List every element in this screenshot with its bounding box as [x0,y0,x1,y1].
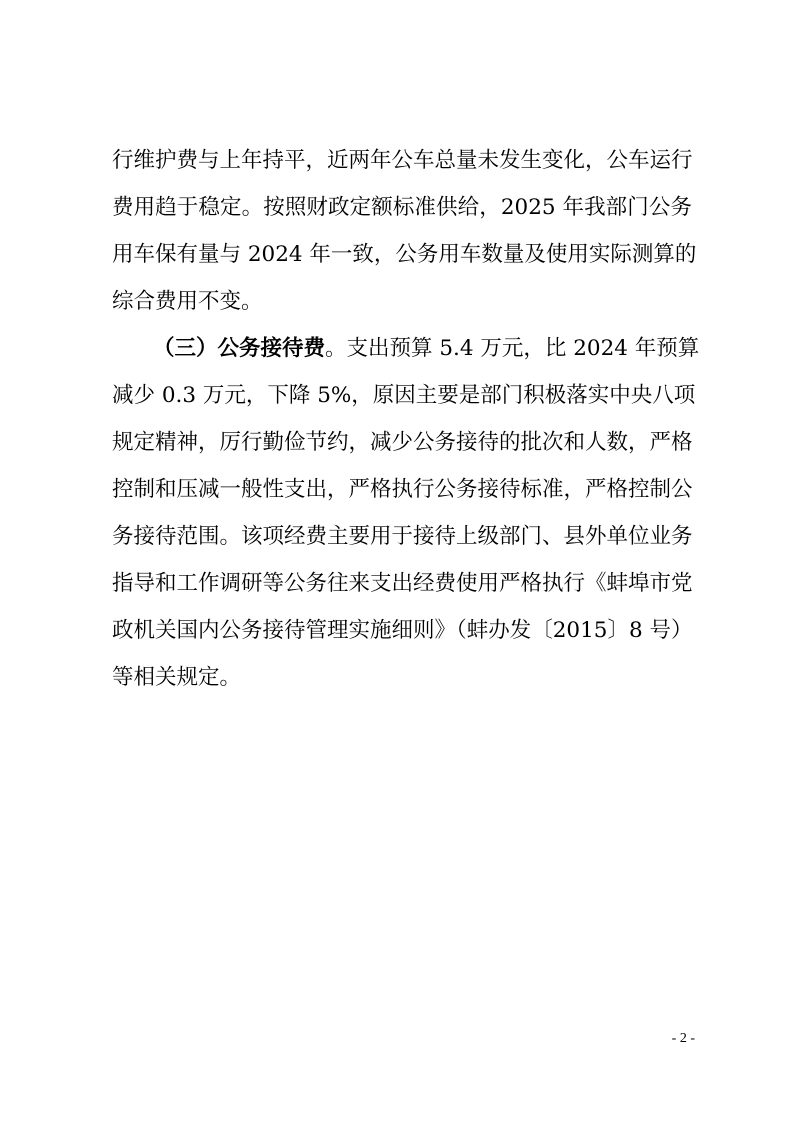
paragraph-2-line-5: 务接待范围。该项经费主要用于接待上级部门、县外单位业务 [112,524,693,549]
paragraph-1-line-4: 综合费用不变。 [112,289,263,314]
page-number: - 2 - [671,1031,695,1046]
paragraph-1-line-3: 用车保有量与 2024 年一致，公务用车数量及使用实际测算的 [112,242,697,267]
paragraph-2-line-7: 政机关国内公务接待管理实施细则》（蚌办发〔2015〕8 号） [112,618,693,643]
section-heading-reception-fee: （三）公务接待费 [153,336,326,361]
paragraph-2-line-4: 控制和压减一般性支出，严格执行公务接待标准，严格控制公 [112,477,693,502]
paragraph-1-line-2: 费用趋于稳定。按照财政定额标准供给，2025 年我部门公务 [112,195,692,220]
paragraph-2-line-1-text: 。支出预算 5.4 万元，比 2024 年预算 [325,336,700,361]
paragraph-2-line-6: 指导和工作调研等公务往来支出经费使用严格执行《蚌埠市党 [112,571,693,596]
paragraph-2-line-3: 规定精神，厉行勤俭节约，减少公务接待的批次和人数，严格 [112,430,693,455]
paragraph-2-line-2: 减少 0.3 万元，下降 5%，原因主要是部门积极落实中央八项 [112,383,696,408]
paragraph-1-line-1: 行维护费与上年持平，近两年公车总量未发生变化，公车运行 [112,148,693,173]
paragraph-2-line-1 [153,334,700,364]
paragraph-2-line-8: 等相关规定。 [112,665,242,690]
